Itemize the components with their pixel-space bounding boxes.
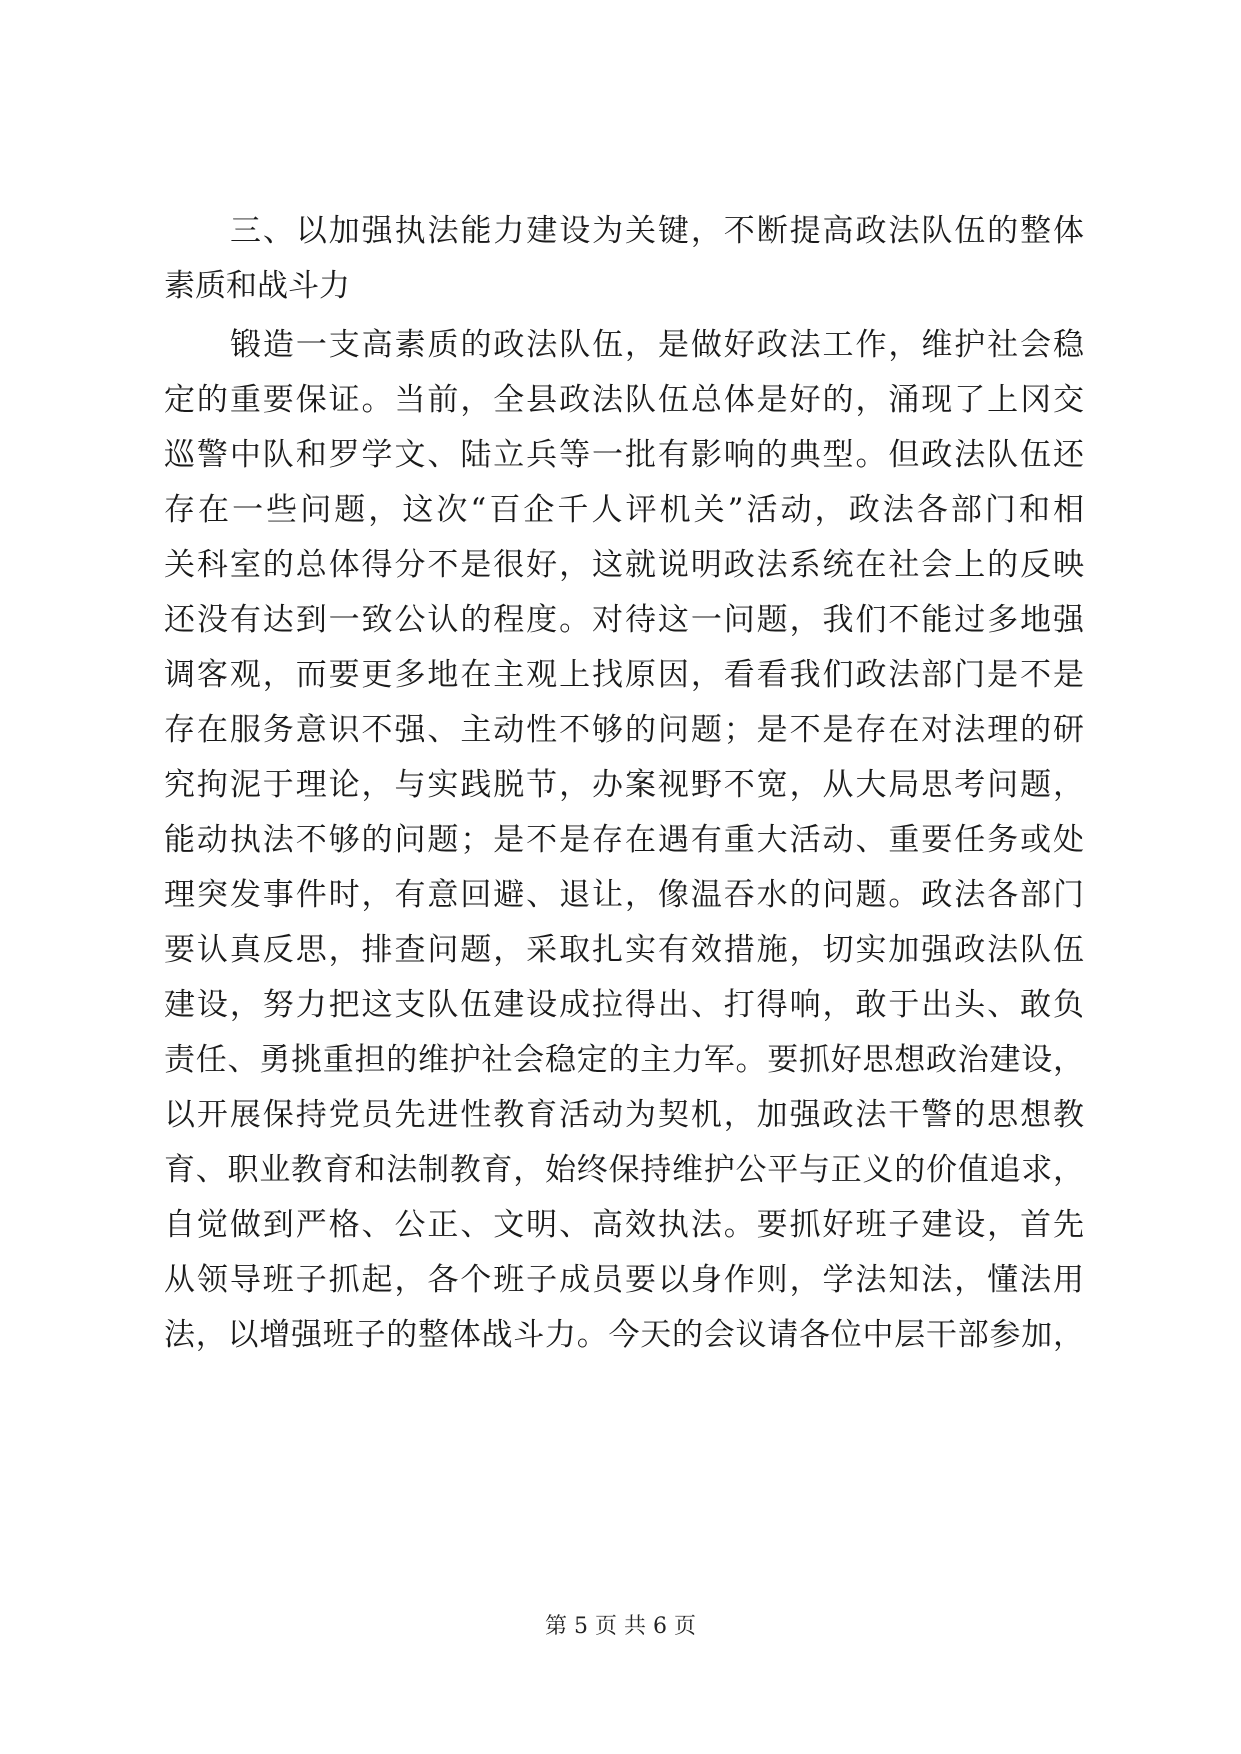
body-line: 关科室的总体得分不是很好，这就说明政法系统在社会上的反映 (164, 547, 1084, 583)
body-line: 从领导班子抓起，各个班子成员要以身作则，学法知法，懂法用 (164, 1262, 1084, 1298)
body-line: 育、职业教育和法制教育，始终保持维护公平与正义的价值追求， (164, 1152, 1084, 1188)
body-line: 调客观，而要更多地在主观上找原因，看看我们政法部门是不是 (164, 657, 1084, 693)
body-line: 巡警中队和罗学文、陆立兵等一批有影响的典型。但政法队伍还 (164, 437, 1084, 473)
body-line: 要认真反思，排查问题，采取扎实有效措施，切实加强政法队伍 (164, 932, 1084, 968)
body-line: 还没有达到一致公认的程度。对待这一问题，我们不能过多地强 (164, 602, 1084, 638)
body-line: 定的重要保证。当前，全县政法队伍总体是好的，涌现了上冈交 (164, 382, 1084, 418)
section-heading-line-1: 三、以加强执法能力建设为关键，不断提高政法队伍的整体 (230, 213, 1084, 249)
body-line: 究拘泥于理论，与实践脱节，办案视野不宽，从大局思考问题， (164, 767, 1084, 803)
body-line: 理突发事件时，有意回避、退让，像温吞水的问题。政法各部门 (164, 877, 1084, 913)
body-line: 存在一些问题，这次“百企千人评机关”活动，政法各部门和相 (164, 492, 1084, 528)
body-line: 责任、勇挑重担的维护社会稳定的主力军。要抓好思想政治建设， (164, 1042, 1084, 1078)
page-number-footer: 第 5 页 共 6 页 (545, 1614, 696, 1639)
section-heading-line-2: 素质和战斗力 (164, 268, 350, 304)
body-line: 以开展保持党员先进性教育活动为契机，加强政法干警的思想教 (164, 1097, 1084, 1133)
body-line: 存在服务意识不强、主动性不够的问题；是不是存在对法理的研 (164, 712, 1084, 748)
body-line: 法，以增强班子的整体战斗力。今天的会议请各位中层干部参加， (164, 1317, 1084, 1353)
body-line: 自觉做到严格、公正、文明、高效执法。要抓好班子建设，首先 (164, 1207, 1084, 1243)
body-line: 能动执法不够的问题；是不是存在遇有重大活动、重要任务或处 (164, 822, 1084, 858)
body-line: 建设，努力把这支队伍建设成拉得出、打得响，敢于出头、敢负 (164, 987, 1084, 1023)
body-line: 锻造一支高素质的政法队伍，是做好政法工作，维护社会稳 (230, 327, 1084, 363)
